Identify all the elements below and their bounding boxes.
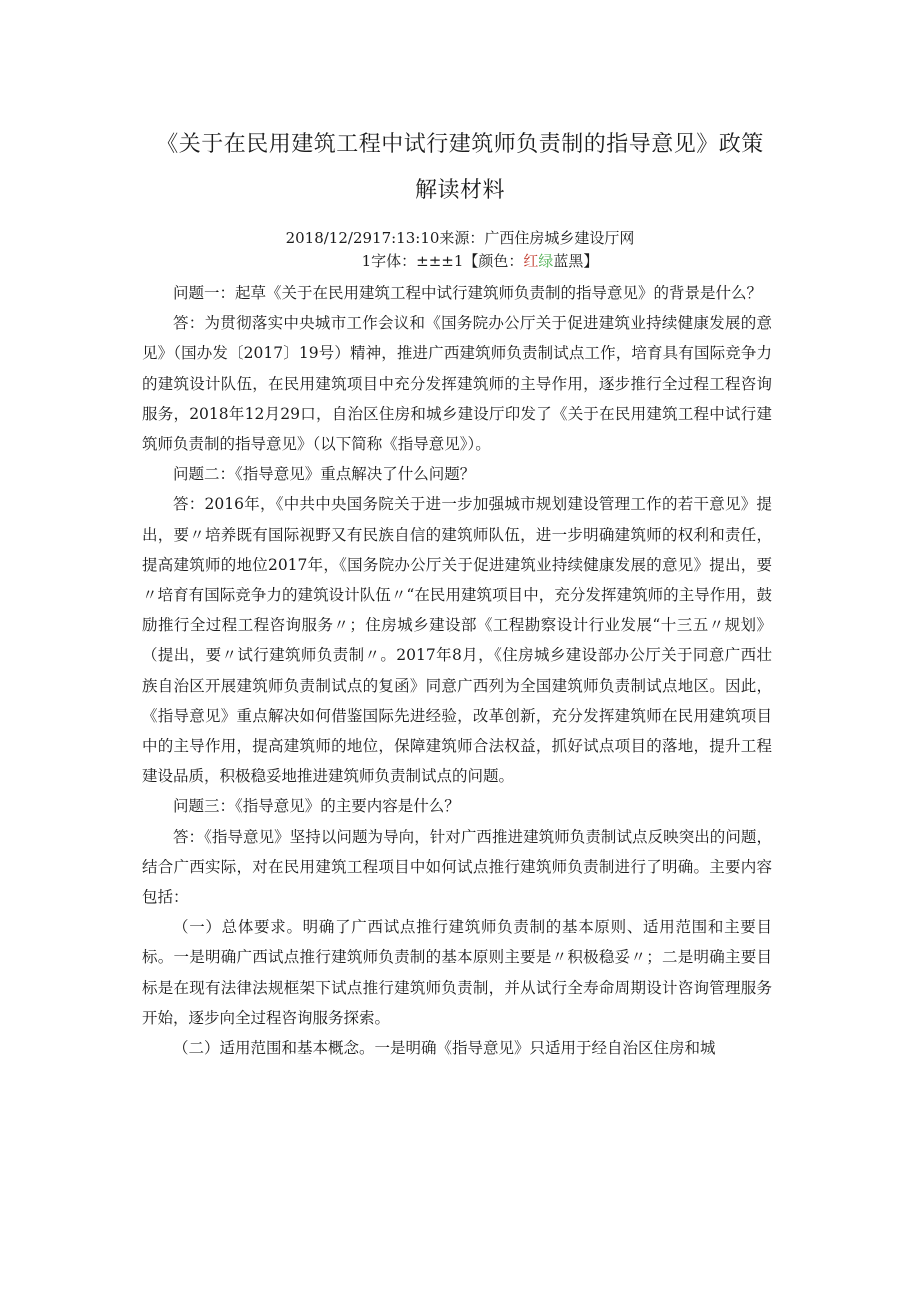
color-red-option[interactable]: 红 xyxy=(523,252,539,270)
document-title-line1: 《关于在民用建筑工程中试行建筑师负责制的指导意见》政策 xyxy=(156,132,764,157)
color-blue-black-option[interactable]: 蓝黑】 xyxy=(553,252,599,270)
publish-info: 2018/12/2917:13:10来源：广西住房城乡建设厅网 xyxy=(285,229,635,247)
font-size-selector[interactable]: 1字体：±±±1【颜色： xyxy=(361,252,524,270)
answer-3: 答：《指导意见》坚持以问题为导向，针对广西推进建筑师负责制试点反映突出的问题，结合广西实际，对在民用建筑工程项目中如何试点推行建筑师负责制进行了明确。主要内容包括： xyxy=(142,827,772,907)
document-title-line2: 解读材料 xyxy=(414,178,505,203)
answer-2: 答：2016年，《中共中央国务院关于进一步加强城市规划建设管理工作的若干意见》提出，要〃培养既有国际视野又有民族自信的建筑师队伍，进一步明确建筑师的权利和责任，提高建筑师的地位2017年，《国务院办公厅关于促进建筑业持续健康发展的意见》提出，要〃培育有国际竞争力的建筑设计队伍〃“在民用建筑项目中，充分发挥建筑师的主导作用，鼓励推行全过程工程咨询服务〃；住房城乡建设部《工程勘察设计行业发展“十三五〃规划》（提出，要〃试行建筑师负责制〃。2017年8月，《住房城乡建设部办公厅关于同意广西壮族自治区开展建筑师负责制试点的复函》同意广西列为全国建筑师负责制试点地区。因此，《指导意见》重点解决如何借鉴国际先进经验，改革创新，充分发挥建筑师在民用建筑项目中的主导作用，提高建筑师的地位，保障建筑师合法权益，抓好试点项目的落地，提升工程建设品质，积极稳妥地推进建筑师负责制试点的问题。 xyxy=(142,495,772,786)
font-color-options xyxy=(0,250,920,271)
section-2-scope: （二）适用范围和基本概念。一是明确《指导意见》只适用于经自治区住房和城 xyxy=(173,1039,716,1058)
question-1: 问题一：起草《关于在民用建筑工程中试行建筑师负责制的指导意见》的背景是什么？ xyxy=(173,284,763,302)
answer-1: 答：为贯彻落实中央城市工作会议和《国务院办公厅关于促进建筑业持续健康发展的意见》（国办发〔2017〕19号）精神，推进广西建筑师负责制试点工作，培育具有国际竞争力的建筑设计队伍，在民用建筑项目中充分发挥建筑师的主导作用，逐步推行全过程工程咨询服务，2018年12月29口，自治区住房和城乡建设厅印发了《关于在民用建筑工程中试行建筑师负责制的指导意见》（以下简称《指导意见》）。 xyxy=(142,314,772,454)
article-body xyxy=(142,278,772,1063)
question-2: 问题二：《指导意见》重点解决了什么问题？ xyxy=(173,465,476,484)
question-3: 问题三：《指导意见》的主要内容是什么？ xyxy=(173,797,460,816)
section-1-general-requirements: （一）总体要求。明确了广西试点推行建筑师负责制的基本原则、适用范围和主要目标。一是明确广西试点推行建筑师负责制的基本原则主要是〃积极稳妥〃；二是明确主要目标是在现有法律法规框架下试点推行建筑师负责制，并从试行全寿命周期设计咨询管理服务开始，逐步向全过程咨询服务探索。 xyxy=(142,918,772,1027)
color-green-option[interactable]: 绿 xyxy=(538,252,554,270)
